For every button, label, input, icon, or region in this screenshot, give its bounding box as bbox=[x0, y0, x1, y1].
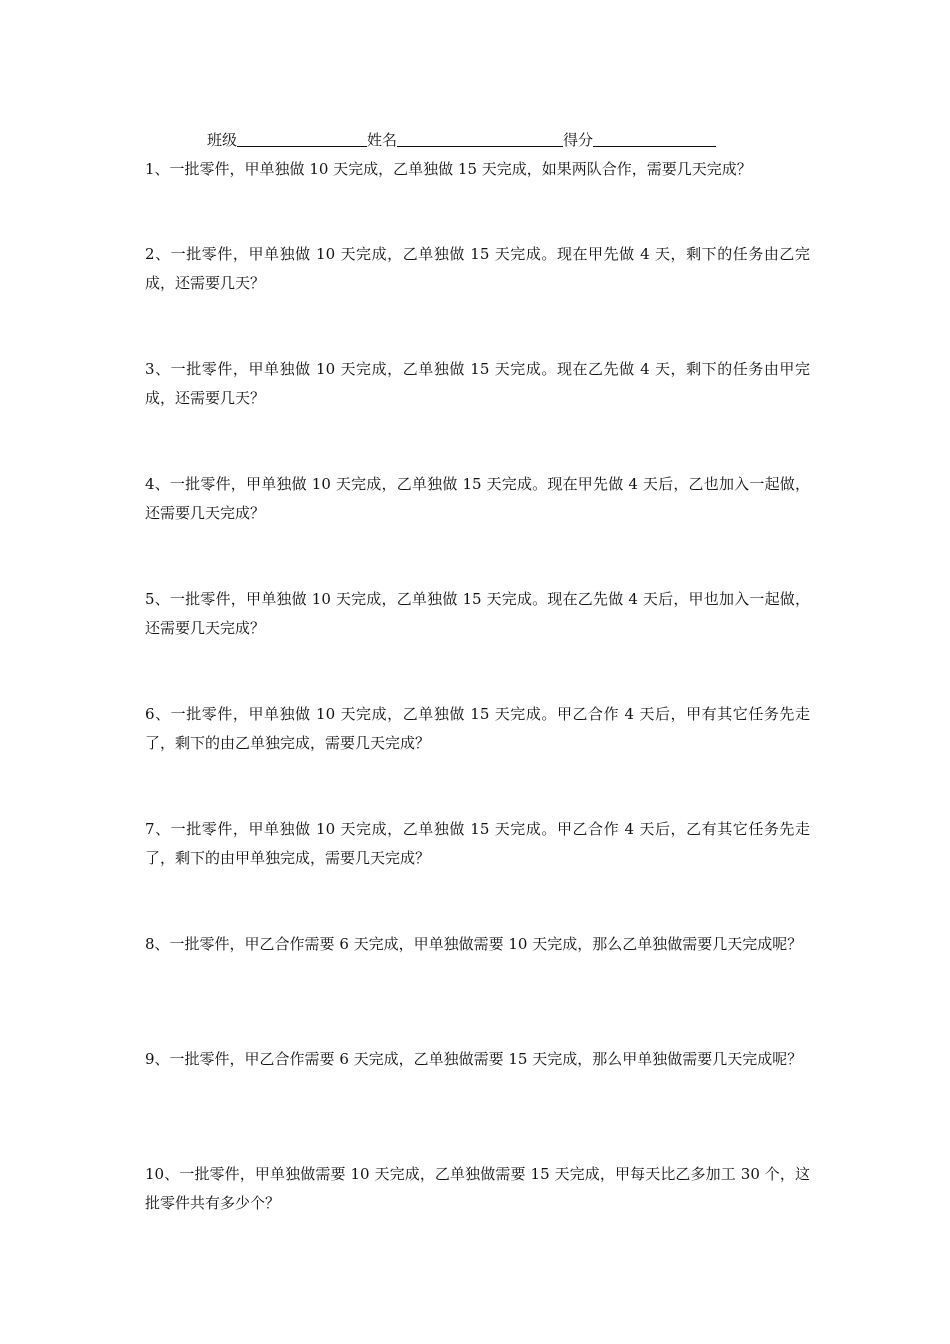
question-6: 6、一批零件，甲单独做 10 天完成，乙单独做 15 天完成。甲乙合作 4 天后，甲有其它任务先走了，剩下的由乙单独完成，需要几天完成？ bbox=[145, 705, 810, 752]
question-4: 4、一批零件，甲单独做 10 天完成，乙单独做 15 天完成。现在甲先做 4 天后，乙也加入一起做，还需要几天完成？ bbox=[145, 475, 810, 522]
score-blank-line bbox=[593, 131, 716, 147]
question-1: 1、一批零件，甲单独做 10 天完成，乙单独做 15 天完成，如果两队合作，需要几天完成？ bbox=[145, 160, 752, 178]
score-label: 得分 bbox=[563, 131, 594, 149]
name-blank-line bbox=[397, 131, 563, 147]
class-label: 班级 bbox=[207, 131, 238, 149]
question-3: 3、一批零件，甲单独做 10 天完成，乙单独做 15 天完成。现在乙先做 4 天，剩下的任务由甲完成，还需要几天？ bbox=[145, 360, 810, 407]
question-2: 2、一批零件，甲单独做 10 天完成，乙单独做 15 天完成。现在甲先做 4 天，剩下的任务由乙完成，还需要几天？ bbox=[145, 245, 810, 292]
student-info-header bbox=[207, 130, 716, 150]
question-7: 7、一批零件，甲单独做 10 天完成，乙单独做 15 天完成。甲乙合作 4 天后，乙有其它任务先走了，剩下的由甲单独完成，需要几天完成？ bbox=[145, 820, 810, 867]
question-8: 8、一批零件，甲乙合作需要 6 天完成，甲单独做需要 10 天完成，那么乙单独做需要几天完成呢？ bbox=[145, 935, 803, 953]
class-blank-line bbox=[237, 131, 367, 147]
question-9: 9、一批零件，甲乙合作需要 6 天完成，乙单独做需要 15 天完成，那么甲单独做需要几天完成呢？ bbox=[145, 1050, 803, 1068]
question-10: 10、一批零件，甲单独做需要 10 天完成，乙单独做需要 15 天完成，甲每天比乙多加工 30 个，这批零件共有多少个？ bbox=[145, 1165, 810, 1212]
question-5: 5、一批零件，甲单独做 10 天完成，乙单独做 15 天完成。现在乙先做 4 天后，甲也加入一起做，还需要几天完成？ bbox=[145, 590, 810, 637]
name-label: 姓名 bbox=[367, 131, 398, 149]
